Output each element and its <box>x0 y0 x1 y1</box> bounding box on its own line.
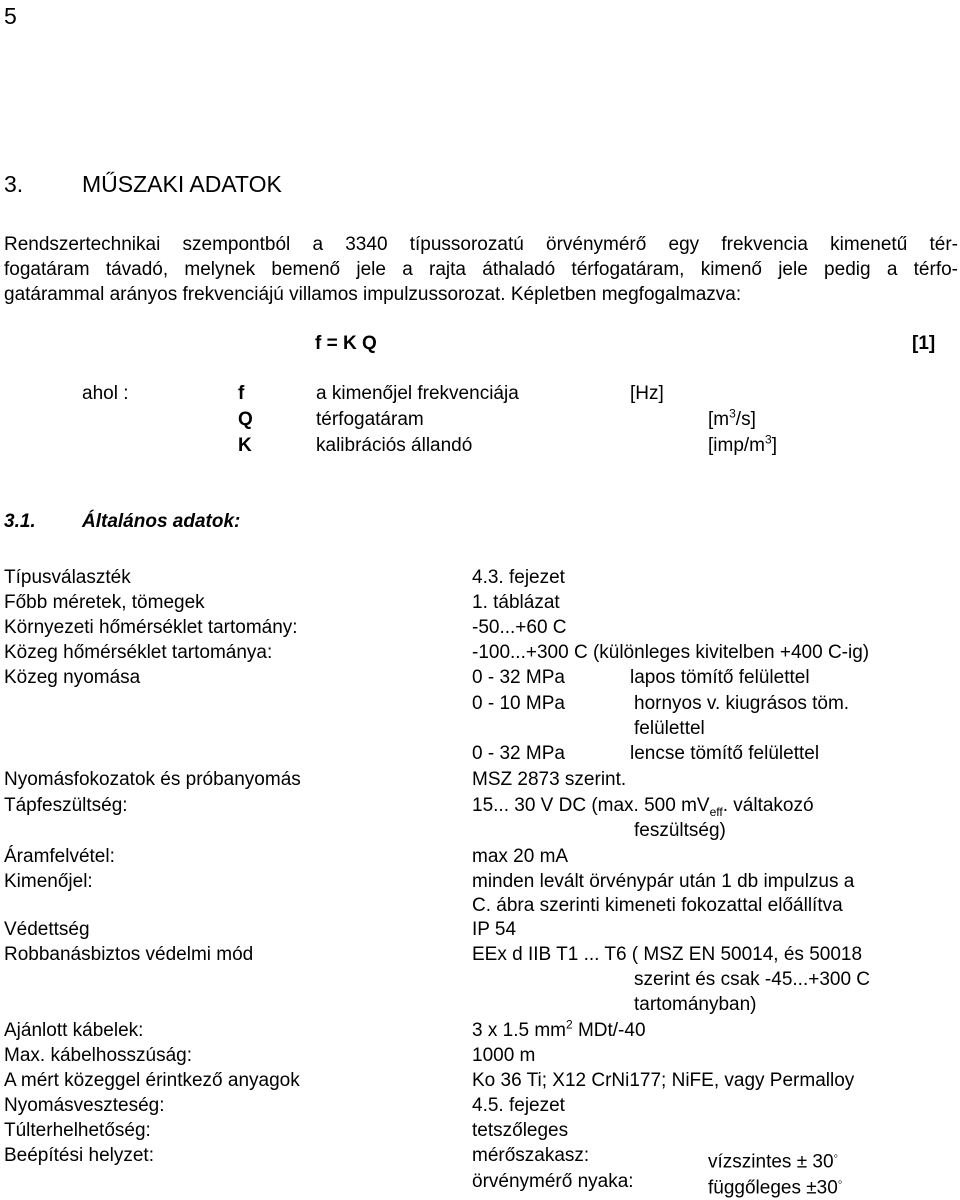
installation-orientation: vízszintes ± 30◦ <box>708 1148 839 1173</box>
page-number: 5 <box>4 3 17 29</box>
spec-label-pressure-stages: Nyomásfokozatok és próbanyomás <box>4 769 301 790</box>
spec-value-output: minden levált örvénypár után 1 db impulzus a <box>472 871 855 892</box>
where-description: a kimenőjel frekvenciája <box>316 383 519 404</box>
pressure-range: 0 - 32 MPa <box>472 743 565 764</box>
where-description: kalibrációs állandó <box>316 435 473 456</box>
spec-label-installation: Beépítési helyzet: <box>4 1145 154 1166</box>
spec-label-cable-length: Max. kábelhosszúság: <box>4 1045 192 1066</box>
pressure-description: felülettel <box>634 718 705 739</box>
installation-part: mérőszakasz: <box>472 1145 590 1166</box>
spec-value-protection: IP 54 <box>472 919 517 940</box>
installation-orientation: függőleges ±30◦ <box>708 1174 843 1199</box>
spec-value-dimensions: 1. táblázat <box>472 592 560 613</box>
subsection-title: Általános adatok: <box>82 511 241 532</box>
spec-label-dimensions: Főbb méretek, tömegek <box>4 592 205 613</box>
pressure-description: lapos tömítő felülettel <box>630 667 810 688</box>
spec-label-protection: Védettség <box>4 919 90 940</box>
where-unit: $[m^3/s]$ <box>708 406 756 430</box>
intro-line-1: Rendszertechnikai szempontból a 3340 típussorozatú örvénymérő egy frekvencia kimenetű tér- <box>4 234 958 255</box>
degree-sign: ◦ <box>837 1174 843 1189</box>
intro-line-2: fogatáram távadó, melynek bemenő jele a rajta áthaladó térfogatáram, kimenő jele pedig a térfo- <box>4 259 958 280</box>
where-unit: $[imp/m^3]$ <box>708 432 777 456</box>
spec-value-pressure-loss: 4.5. fejezet <box>472 1095 565 1116</box>
installation-part: örvénymérő nyaka: <box>472 1171 634 1192</box>
spec-value-pressure-stages: MSZ 2873 szerint. <box>472 769 627 790</box>
pressure-range: 0 - 10 MPa <box>472 693 565 714</box>
formula: f = K Q <box>315 333 377 354</box>
spec-value-explosion: EEx d IIB T1 ... T6 ( MSZ EN 50014, és 50018 <box>472 944 863 965</box>
spec-label-ambient-temp: Környezeti hőmérséklet tartomány: <box>4 617 298 638</box>
where-symbol: f <box>238 383 245 404</box>
spec-value-ambient-temp: -50...+60 C <box>472 617 567 638</box>
where-label: ahol : <box>82 383 129 404</box>
spec-label-supply-voltage: Tápfeszültség: <box>4 795 128 816</box>
spec-value-overload: tetszőleges <box>472 1120 569 1141</box>
spec-label-materials: A mért közeggel érintkező anyagok <box>4 1070 300 1091</box>
spec-label-explosion: Robbanásbiztos védelmi mód <box>4 944 254 965</box>
spec-value-supply-voltage-cont: feszültség) <box>634 820 726 841</box>
where-description: térfogatáram <box>316 409 424 430</box>
spec-value-cables: 3 x 1.5 $mm^2$ MDt/-40 <box>472 1017 646 1041</box>
spec-label-type-range: Típusválaszték <box>4 567 131 588</box>
where-symbol: Q <box>238 409 253 430</box>
pressure-range: 0 - 32 MPa <box>472 667 565 688</box>
spec-label-cables: Ajánlott kábelek: <box>4 1020 144 1041</box>
formula-ref: [1] <box>912 333 936 354</box>
spec-value-cable-length: 1000 m <box>472 1045 536 1066</box>
where-unit: [Hz] <box>630 383 664 404</box>
spec-value-materials: Ko 36 Ti; X12 CrNi177; NiFE, vagy Permalloy <box>472 1070 855 1091</box>
degree-sign: ◦ <box>833 1148 839 1163</box>
spec-label-overload: Túlterhelhetőség: <box>4 1120 151 1141</box>
pressure-description: hornyos v. kiugrásos töm. <box>634 693 850 714</box>
spec-value-medium-temp: -100...+300 C (különleges kivitelben +400 C-ig) <box>472 642 870 663</box>
spec-value-explosion-cont: tartományban) <box>634 994 757 1015</box>
spec-value-type-range: 4.3. fejezet <box>472 567 565 588</box>
subsection-number: 3.1. <box>4 511 36 532</box>
section-title: MŰSZAKI ADATOK <box>82 171 282 197</box>
spec-label-pressure-loss: Nyomásveszteség: <box>4 1095 165 1116</box>
spec-value-explosion-cont: szerint és csak -45...+300 C <box>634 969 871 990</box>
spec-label-medium-pressure: Közeg nyomása <box>4 667 141 688</box>
spec-label-current: Áramfelvétel: <box>4 846 115 867</box>
section-number: 3. <box>4 171 24 197</box>
pressure-description: lencse tömítő felülettel <box>630 743 820 764</box>
spec-value-output-cont: C. ábra szerinti kimeneti fokozattal előállítva <box>472 895 843 916</box>
intro-line-3: gatárammal arányos frekvenciájú villamos impulzussorozat. Képletben megfogalmazva: <box>4 284 742 305</box>
spec-label-medium-temp: Közeg hőmérséklet tartománya: <box>4 642 273 663</box>
where-symbol: K <box>238 435 252 456</box>
spec-label-output: Kimenőjel: <box>4 871 93 892</box>
spec-value-current: max 20 mA <box>472 846 569 867</box>
spec-value-supply-voltage: 15... 30 V DC (max. 500 $mV_{eff}$. váltakozó <box>472 795 814 819</box>
